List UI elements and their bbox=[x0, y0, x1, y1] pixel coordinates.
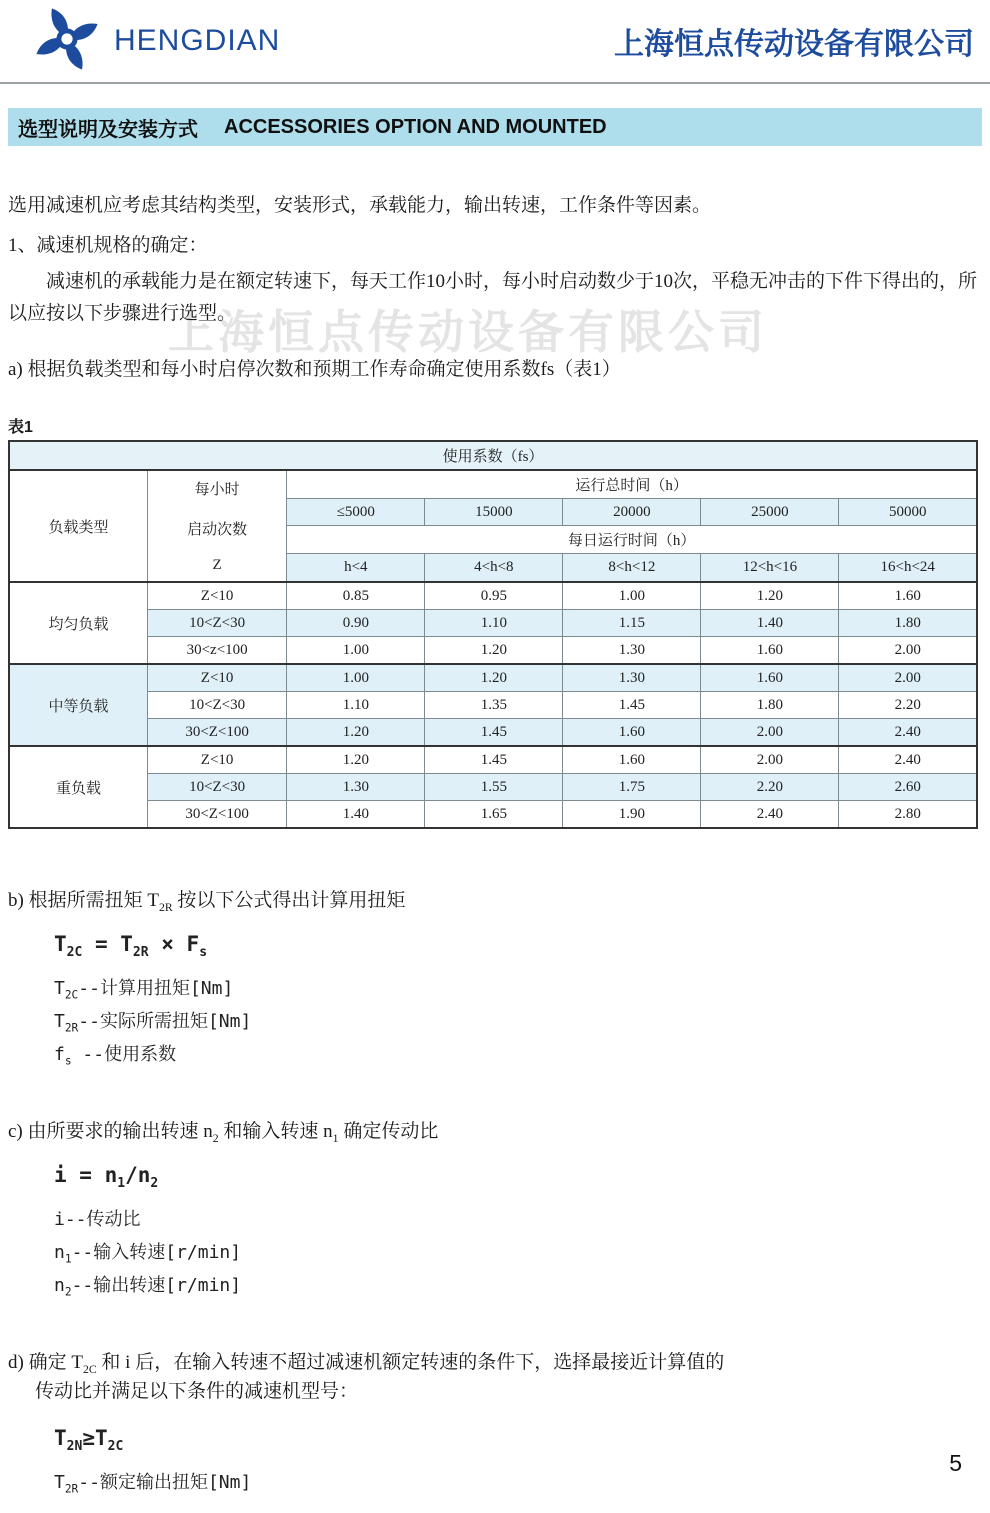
factor-cell: 0.85 bbox=[287, 582, 425, 610]
total-time-col: 15000 bbox=[425, 498, 563, 526]
factor-cell: 1.30 bbox=[287, 774, 425, 801]
col-header-starts-per-hour bbox=[147, 470, 286, 582]
table-row bbox=[9, 610, 977, 637]
z-range-cell: 10<Z<30 bbox=[147, 692, 286, 719]
table-row bbox=[9, 582, 977, 610]
definition-t2r: $T_{2R}--$实际所需扭矩[Nm] bbox=[54, 1011, 252, 1035]
factor-cell: 1.35 bbox=[425, 692, 563, 719]
factor-cell: 1.45 bbox=[425, 746, 563, 774]
load-group-uniform: 均匀负载 bbox=[9, 582, 147, 664]
section-title-en: ACCESSORIES OPTION AND MOUNTED bbox=[224, 115, 607, 138]
factor-cell: 1.40 bbox=[701, 610, 839, 637]
factor-cell: 2.20 bbox=[701, 774, 839, 801]
factor-cell: 2.00 bbox=[839, 637, 977, 665]
factor-cell: 1.10 bbox=[287, 692, 425, 719]
starts-line-3: Z bbox=[212, 557, 222, 573]
table-title-row bbox=[9, 441, 977, 470]
section-title-zh: 选型说明及安装方式 bbox=[18, 118, 198, 141]
factor-cell: 1.15 bbox=[563, 610, 701, 637]
page-number: 5 bbox=[949, 1450, 962, 1476]
z-range-cell: 30<Z<100 bbox=[147, 801, 286, 829]
factor-cell: 0.95 bbox=[425, 582, 563, 610]
factor-cell: 1.75 bbox=[563, 774, 701, 801]
total-time-col: 20000 bbox=[563, 498, 701, 526]
page-header bbox=[0, 0, 990, 84]
factor-cell: 2.20 bbox=[839, 692, 977, 719]
item-1-body: 减速机的承载能力是在额定转速下，每天工作10小时，每小时启动数少于10次，平稳无冲击的下件下得出的，所以应按以下步骤进行选型。 bbox=[8, 271, 978, 324]
col-header-load-type: 负载类型 bbox=[9, 470, 147, 582]
total-time-col: 25000 bbox=[701, 498, 839, 526]
daily-time-col: 8<h<12 bbox=[563, 554, 701, 582]
col-header-daily-time: 每日运行时间（h） bbox=[287, 526, 977, 554]
factor-cell: 1.45 bbox=[425, 719, 563, 747]
factor-cell: 2.60 bbox=[839, 774, 977, 801]
watermark-text: 上海恒点传动设备有限公司 bbox=[168, 307, 768, 358]
formula-t2n: $T_{2N}\ge T_{2C}$ bbox=[54, 1426, 124, 1455]
total-time-col: ≤5000 bbox=[287, 498, 425, 526]
factor-cell: 2.40 bbox=[839, 746, 977, 774]
load-group-moderate: 中等负载 bbox=[9, 664, 147, 746]
page-content bbox=[0, 190, 990, 1494]
step-a-heading: a) 根据负载类型和每小时启停次数和预期工作寿命确定使用系数fs（表1） bbox=[8, 359, 621, 380]
starts-line-2: 启动次数 bbox=[187, 521, 248, 538]
table-row bbox=[9, 637, 977, 665]
factor-cell: 1.00 bbox=[287, 664, 425, 692]
factor-cell: 1.60 bbox=[701, 637, 839, 665]
factor-cell: 2.40 bbox=[701, 801, 839, 829]
factor-cell: 2.00 bbox=[701, 746, 839, 774]
factor-cell: 1.10 bbox=[425, 610, 563, 637]
daily-time-col: 4<h<8 bbox=[425, 554, 563, 582]
factor-cell: 1.60 bbox=[701, 664, 839, 692]
factor-cell: 1.60 bbox=[839, 582, 977, 610]
factor-cell: 1.30 bbox=[563, 637, 701, 665]
step-d-heading-line2: 传动比并满足以下条件的减速机型号： bbox=[35, 1381, 359, 1402]
section-title-bar bbox=[8, 108, 982, 146]
load-group-heavy: 重负载 bbox=[9, 746, 147, 828]
daily-time-col: 16<h<24 bbox=[839, 554, 977, 582]
z-range-cell: 30<Z<100 bbox=[147, 719, 286, 747]
col-header-total-time: 运行总时间（h） bbox=[287, 470, 977, 498]
step-d-heading: d) 确定 $T_{2C}$ 和 i 后，在输入转速不超过减速机额定转速的条件下，选择最接近计算值的 bbox=[8, 1352, 725, 1376]
definition-i: i--传动比 bbox=[54, 1209, 141, 1230]
factor-cell: 1.60 bbox=[563, 746, 701, 774]
factor-cell: 1.40 bbox=[287, 801, 425, 829]
factor-cell: 1.20 bbox=[287, 746, 425, 774]
step-c-heading: c) 由所要求的输出转速 $n_2$ 和输入转速 $n_1$ 确定传动比 bbox=[8, 1121, 439, 1145]
factor-cell: 1.80 bbox=[701, 692, 839, 719]
z-range-cell: 10<Z<30 bbox=[147, 610, 286, 637]
factor-cell: 2.80 bbox=[839, 801, 977, 829]
step-d-section bbox=[8, 1347, 982, 1494]
usage-factor-table bbox=[8, 440, 978, 829]
z-range-cell: Z<10 bbox=[147, 746, 286, 774]
factor-cell: 1.45 bbox=[563, 692, 701, 719]
step-b-section bbox=[8, 885, 982, 1066]
factor-cell: 1.80 bbox=[839, 610, 977, 637]
factor-cell: 0.90 bbox=[287, 610, 425, 637]
definition-fs: $f_s$ --使用系数 bbox=[54, 1044, 177, 1068]
table-row bbox=[9, 664, 977, 692]
table-row bbox=[9, 801, 977, 829]
daily-time-col: 12<h<16 bbox=[701, 554, 839, 582]
factor-cell: 1.20 bbox=[287, 719, 425, 747]
factor-cell: 1.20 bbox=[425, 637, 563, 665]
table-title: 使用系数（fs） bbox=[9, 441, 977, 470]
factor-cell: 1.20 bbox=[425, 664, 563, 692]
table-row bbox=[9, 470, 977, 498]
definition-n2: $n_2--$输出转速[r/min] bbox=[54, 1275, 242, 1299]
table-label: 表1 bbox=[8, 419, 33, 436]
daily-time-col: h<4 bbox=[287, 554, 425, 582]
factor-cell: 2.00 bbox=[839, 664, 977, 692]
factor-cell: 1.20 bbox=[701, 582, 839, 610]
step-b-heading: b) 根据所需扭矩 $T_{2R}$ 按以下公式得出计算用扭矩 bbox=[8, 890, 406, 914]
hengdian-pinwheel-logo-icon bbox=[34, 6, 100, 77]
definition-rated-torque: $T_{2R}--$额定输出扭矩[Nm] bbox=[54, 1472, 252, 1496]
z-range-cell: 10<Z<30 bbox=[147, 774, 286, 801]
factor-cell: 1.30 bbox=[563, 664, 701, 692]
brand-block bbox=[34, 6, 280, 77]
item-1-title: 1、减速机规格的确定： bbox=[8, 235, 208, 256]
factor-cell: 1.00 bbox=[563, 582, 701, 610]
factor-cell: 1.90 bbox=[563, 801, 701, 829]
factor-cell: 2.40 bbox=[839, 719, 977, 747]
definition-n1: $n_1--$输入转速[r/min] bbox=[54, 1242, 242, 1266]
z-range-cell: Z<10 bbox=[147, 664, 286, 692]
starts-line-1: 每小时 bbox=[194, 482, 240, 498]
formula-ratio: $i = n_1/n_2$ bbox=[54, 1163, 159, 1192]
company-name: 上海恒点传动设备有限公司 bbox=[614, 28, 974, 61]
definition-t2c: $T_{2C}--$计算用扭矩[Nm] bbox=[54, 978, 234, 1002]
factor-cell: 1.55 bbox=[425, 774, 563, 801]
table-row bbox=[9, 746, 977, 774]
intro-paragraph: 选用减速机应考虑其结构类型，安装形式，承载能力，输出转速，工作条件等因素。 bbox=[8, 195, 712, 216]
z-range-cell: 30<z<100 bbox=[147, 637, 286, 665]
z-range-cell: Z<10 bbox=[147, 582, 286, 610]
step-c-section bbox=[8, 1116, 982, 1297]
factor-cell: 1.60 bbox=[563, 719, 701, 747]
table-row bbox=[9, 719, 977, 747]
factor-cell: 2.00 bbox=[701, 719, 839, 747]
table-row bbox=[9, 692, 977, 719]
formula-t2c: $T_{2C} = T_{2R} \times F_s$ bbox=[54, 932, 208, 961]
factor-cell: 1.00 bbox=[287, 637, 425, 665]
brand-name: HENGDIAN bbox=[114, 24, 281, 57]
factor-cell: 1.65 bbox=[425, 801, 563, 829]
table-row bbox=[9, 774, 977, 801]
total-time-col: 50000 bbox=[839, 498, 977, 526]
